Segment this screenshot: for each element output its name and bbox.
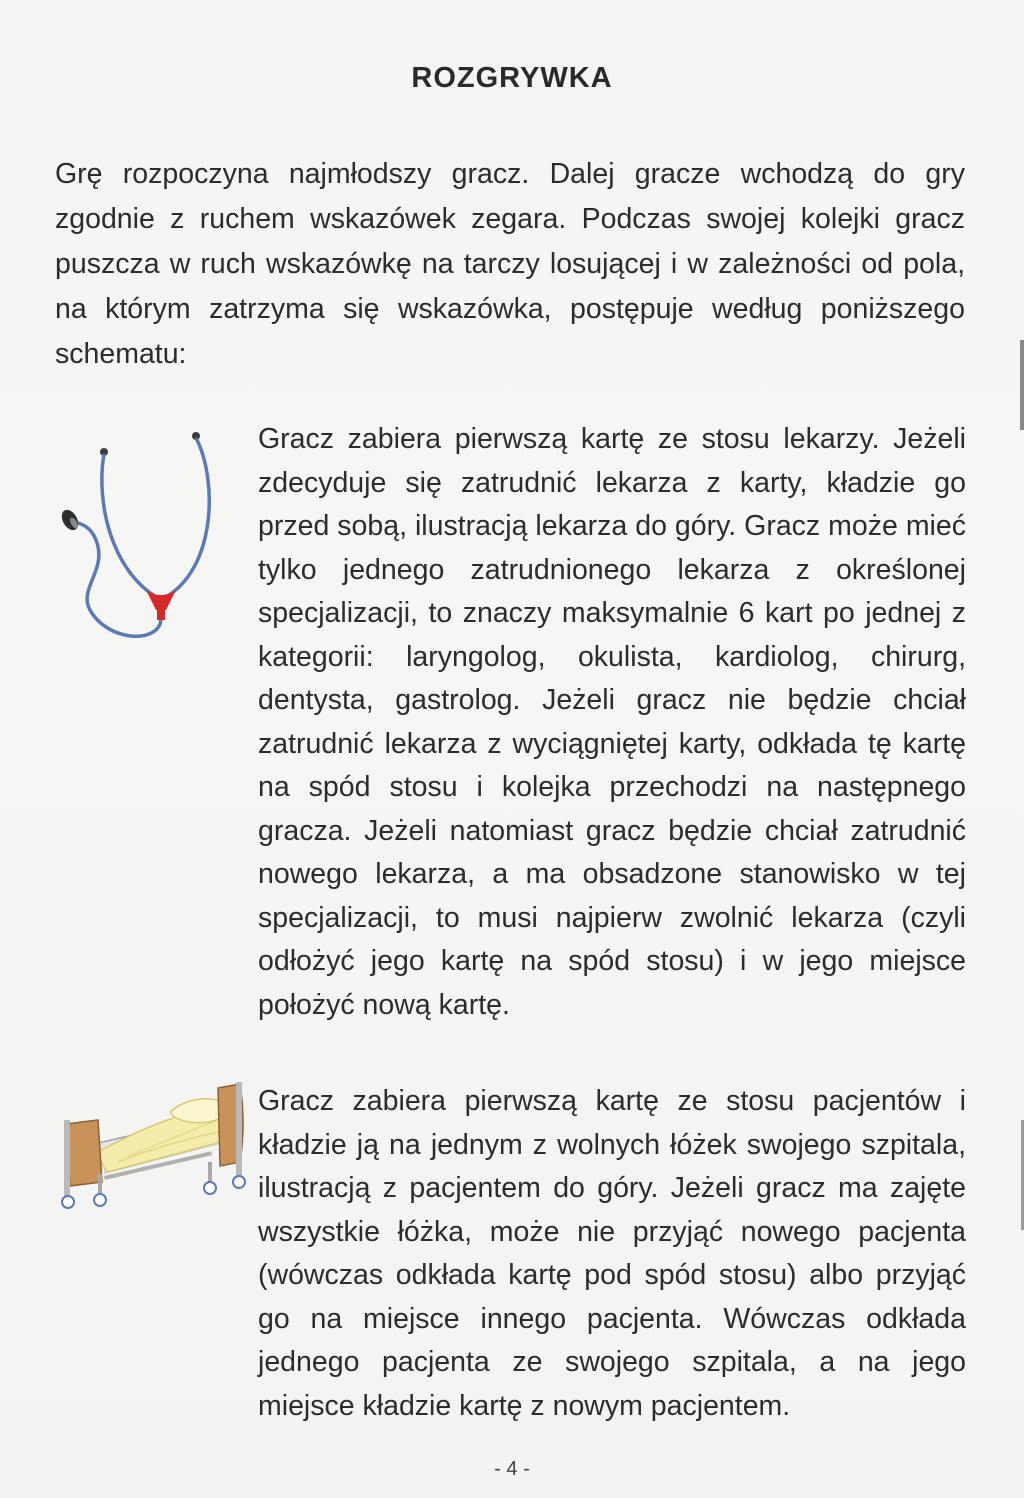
intro-paragraph: Grę rozpoczyna najmłodszy gracz. Dalej gracze wchodzą do gry zgodnie z ruchem wskazówek zegara. Podczas swojej kolejki gracz puszcza w ruch wskazówkę na tarczy losującej i w zależności od pola, na którym zatrzyma się wskazówka, postępuje według poniższego schematu: bbox=[55, 158, 965, 370]
section-doctors-text: Gracz zabiera pierwszą kartę ze stosu lekarzy. Jeżeli zdecyduje się zatrudnić lekarza z karty, kładzie go przed sobą, ilustracją lekarza do góry. Gracz może mieć tylko jednego zatrudnionego lekarza z określonej specjalizacji, to znaczy maksymalnie 6 kart po jednej z kategorii: laryngolog, okulista, kardiolog, chirurg, dentysta, gastrolog. Jeżeli gracz nie będzie chciał zatrudnić lekarza z wyciągniętej karty, odkłada tę kartę na spód stosu i kolejka przechodzi na następnego gracza. Jeżeli natomiast gracz będzie chciał zatrudnić nowego lekarza, a ma obsadzone stanowisko w tej specjalizacji, to musi najpierw zwolnić lekarza (czyli odłożyć jego kartę na spód stosu) i w jego miejsce położyć nową kartę. bbox=[258, 423, 966, 1021]
page-number: - 4 - bbox=[494, 1458, 530, 1480]
edge-mark bbox=[1020, 340, 1024, 430]
section-patients-text: Gracz zabiera pierwszą kartę ze stosu pacjentów i kładzie ją na jednym z wolnych łóżek swojego szpitala, ilustracją z pacjentem do góry. Jeżeli gracz ma zajęte wszystkie łóżka, może nie przyjąć nowego pacjenta (wówczas odkłada kartę pod spód stosu) albo przyjąć go na miejsce innego pacjenta. Wówczas odkłada jednego pacjenta ze swojego szpitala, a na jego miejsce kładzie kartę z nowym pacjentem. bbox=[258, 1085, 966, 1422]
stethoscope-icon bbox=[60, 420, 240, 650]
hospital-bed-icon bbox=[58, 1078, 248, 1216]
page-title: ROZGRYWKA bbox=[411, 62, 613, 94]
